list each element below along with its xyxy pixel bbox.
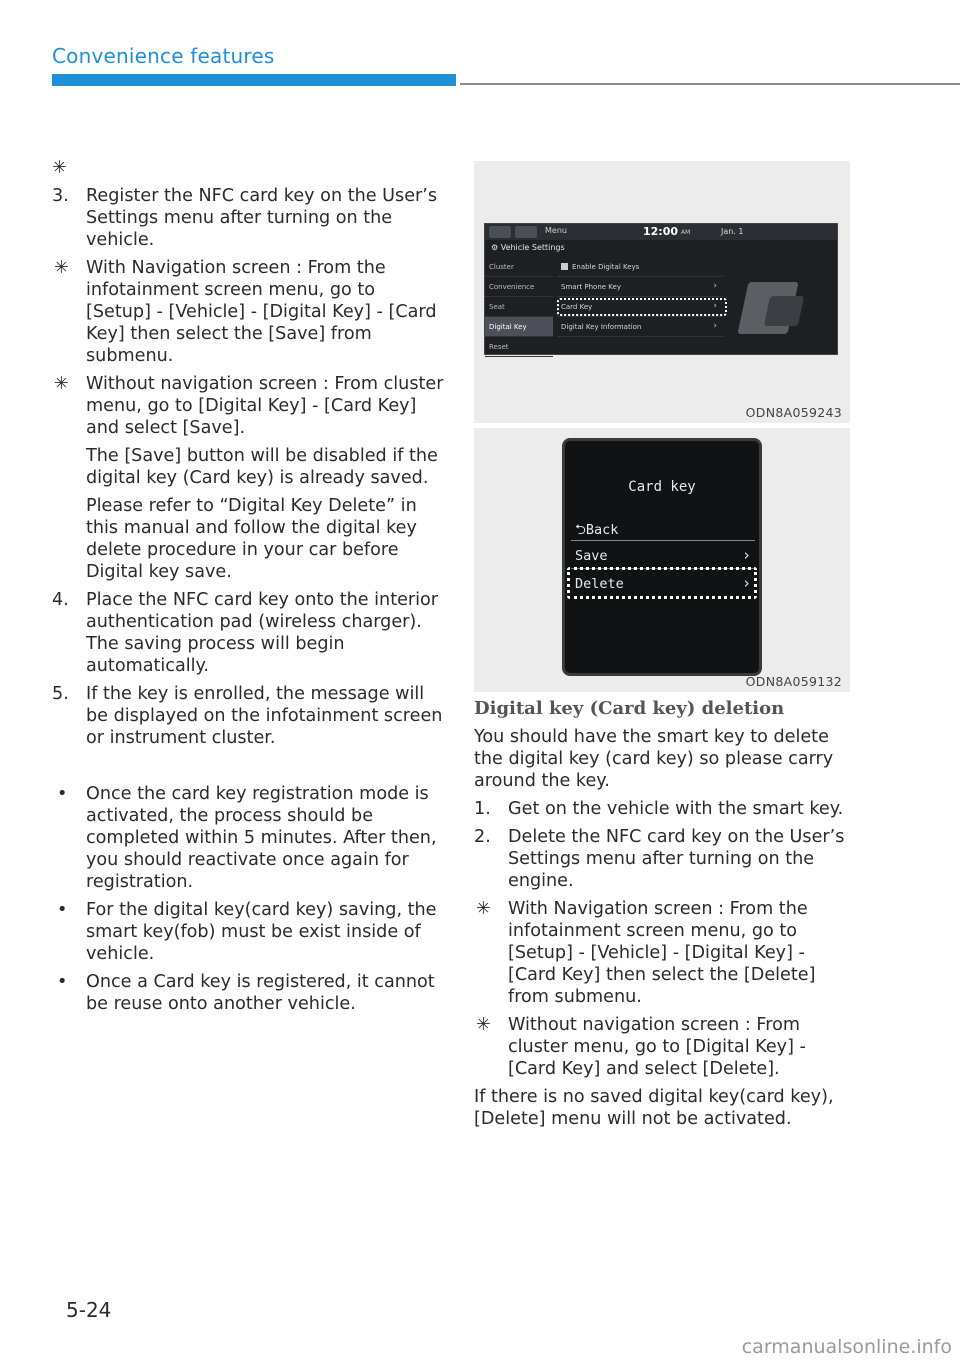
figure-code: ODN8A059132 xyxy=(745,674,842,689)
step-3 xyxy=(52,185,444,251)
section-title: Digital key (Card key) deletion xyxy=(474,698,785,719)
screen-title: Card key xyxy=(628,479,696,495)
step-number: 4. xyxy=(52,590,69,610)
highlight-dotted-box xyxy=(567,567,757,599)
bullet-icon: • xyxy=(57,784,68,804)
header-rule xyxy=(460,83,960,85)
highlight-dotted-box xyxy=(557,298,727,316)
step-text: Place the NFC card key onto the interior authentication pad (wireless charger). The saving process will begin automatically. xyxy=(86,590,439,676)
step-text: If the key is enrolled, the message will be displayed on the infotainment screen or instrument cluster. xyxy=(86,684,443,748)
bullet-item xyxy=(52,971,444,1015)
note-text: Without navigation screen : From cluster menu, go to [Digital Key] - [Card Key] and select [Delete]. xyxy=(508,1015,806,1079)
note-star-icon: ✳ xyxy=(476,899,491,919)
note-text: The [Save] button will be disabled if the digital key (Card key) is already saved. xyxy=(86,446,438,488)
step-1 xyxy=(474,798,854,820)
figure-infotainment-screen xyxy=(474,161,850,423)
chevron-right-icon: › xyxy=(713,321,717,331)
note-text: Without navigation screen : From cluster menu, go to [Digital Key] - [Card Key] and select [Save]. xyxy=(86,374,444,438)
chevron-right-icon: › xyxy=(741,546,751,564)
left-column xyxy=(52,157,444,1021)
page-number: 5-24 xyxy=(66,1298,112,1322)
chevron-right-icon: › xyxy=(741,574,751,592)
clock-suffix: AM xyxy=(681,229,691,236)
note-text: With Navigation screen : From the infotainment screen menu, go to [Setup] - [Vehicle] - [Digital Key] - [Card Key] then select the [Save] from submenu. xyxy=(86,258,437,366)
bullet-text: Once a Card key is registered, it cannot be reuse onto another vehicle. xyxy=(86,972,435,1014)
note-star-icon: ✳ xyxy=(54,258,69,278)
chevron-right-icon: › xyxy=(713,301,717,311)
step-number: 3. xyxy=(52,186,69,206)
bullet-icon: • xyxy=(57,900,68,920)
note-star-icon: ✳ xyxy=(52,158,67,178)
sidebar-item-seat: Seat xyxy=(485,297,553,317)
step-text: Register the NFC card key on the User’s Settings menu after turning on the vehicle. xyxy=(86,186,438,250)
home-icon xyxy=(515,226,537,238)
note-with-navigation xyxy=(52,257,444,367)
sidebar-item-reset: Reset xyxy=(485,337,553,357)
note-save-disabled xyxy=(52,445,444,489)
menu-item-save: Save › xyxy=(571,545,755,569)
menu-item-digital-key-information: Digital Key Information › xyxy=(557,317,723,337)
note-text: With Navigation screen : From the infotainment screen menu, go to [Setup] - [Vehicle] - [Digital Key] - [Card Key] then select the [Delete] from submenu. xyxy=(508,899,816,1007)
sidebar-item-convenience: Convenience xyxy=(485,277,553,297)
step-number: 2. xyxy=(474,827,491,847)
infotainment-screen xyxy=(484,223,838,355)
figure-code: ODN8A059243 xyxy=(745,405,842,420)
note-star-icon: ✳ xyxy=(54,374,69,394)
checkbox-icon xyxy=(561,263,568,270)
bullet-item xyxy=(52,899,444,965)
settings-sidebar xyxy=(485,257,553,357)
step-2 xyxy=(474,826,854,892)
step-text: Delete the NFC card key on the User’s Settings menu after turning on the engine. xyxy=(508,827,845,891)
note-star-icon: ✳ xyxy=(476,1015,491,1035)
settings-menu xyxy=(557,257,723,337)
header xyxy=(52,44,275,68)
sidebar-item-digital-key: Digital Key xyxy=(485,317,553,337)
back-arrow-icon xyxy=(489,226,511,238)
screen-top-bar xyxy=(485,224,837,240)
screen-title: ⚙ Vehicle Settings xyxy=(491,243,565,252)
step-5 xyxy=(52,683,444,749)
note-without-navigation xyxy=(52,373,444,439)
sidebar-item-cluster: Cluster xyxy=(485,257,553,277)
note-text: Please refer to “Digital Key Delete” in this manual and follow the digital key delete procedure in your car before Digital key save. xyxy=(86,496,417,582)
menu-item-smart-phone-key: Smart Phone Key › xyxy=(557,277,723,297)
card-key-illustration xyxy=(764,296,804,326)
note-with-navigation xyxy=(474,898,854,1008)
figure-cluster-screen xyxy=(474,428,850,692)
menu-item-card-key: Card Key › xyxy=(557,297,723,317)
note-without-navigation xyxy=(474,1014,854,1080)
outro-paragraph: If there is no saved digital key(card key), [Delete] menu will not be activated. xyxy=(474,1087,834,1129)
menu-item-enable-digital-keys: Enable Digital Keys xyxy=(557,257,723,277)
right-column xyxy=(474,698,854,1136)
step-number: 1. xyxy=(474,799,491,819)
chevron-right-icon: › xyxy=(713,281,717,291)
step-number: 5. xyxy=(52,684,69,704)
clock-time: 12:00 xyxy=(643,225,679,238)
menu-label: Menu xyxy=(545,226,567,235)
header-accent-bar xyxy=(52,74,456,86)
step-4 xyxy=(52,589,444,677)
menu-item-delete: Delete › xyxy=(575,574,751,592)
note-refer-delete xyxy=(52,495,444,583)
clock-date: Jan. 1 xyxy=(721,227,744,236)
menu-item-back: ⮌Back xyxy=(571,517,755,541)
section-header-title: Convenience features xyxy=(52,44,275,68)
intro-paragraph: You should have the smart key to delete the digital key (card key) so please carry around the key. xyxy=(474,727,834,791)
bullet-icon: • xyxy=(57,972,68,992)
cluster-screen xyxy=(562,438,762,676)
bullet-text: Once the card key registration mode is activated, the process should be completed within 5 minutes. After then, you should reactivate once again for registration. xyxy=(86,784,437,892)
watermark: carmanualsonline.info xyxy=(741,1336,952,1358)
bullet-item xyxy=(52,783,444,893)
step-text: Get on the vehicle with the smart key. xyxy=(508,799,844,819)
bullet-text: For the digital key(card key) saving, the smart key(fob) must be exist inside of vehicle. xyxy=(86,900,437,964)
